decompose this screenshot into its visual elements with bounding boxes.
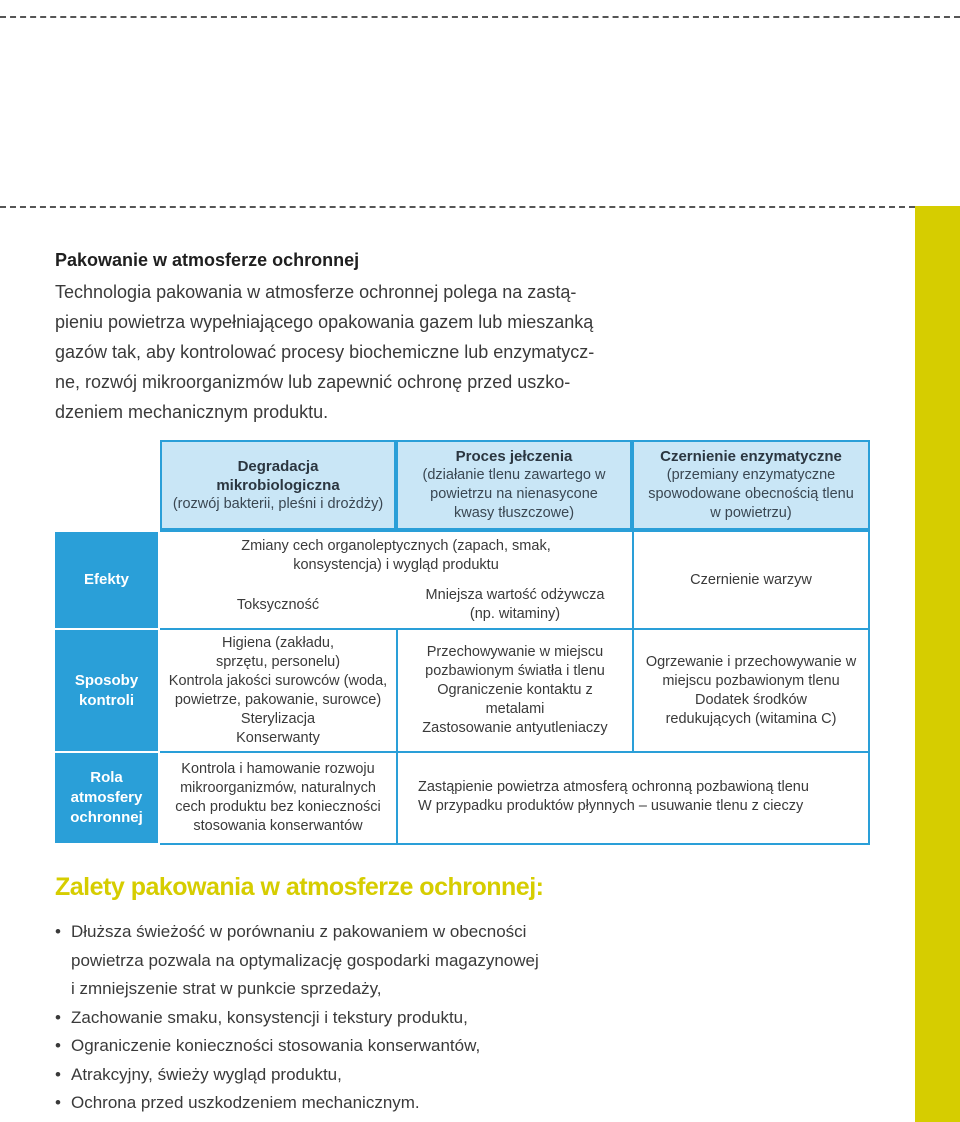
list-item-text: Ograniczenie konieczności stosowania konserwantów, xyxy=(71,1036,481,1055)
role-shared-cell xyxy=(418,778,868,820)
header-microbial-degradation xyxy=(160,440,396,530)
header-subtitle: (przemiany enzymatyczne spowodowane obecnością tlenu w powietrzu) xyxy=(648,467,854,521)
row-label-atmosphere-role xyxy=(55,753,158,843)
section-dashed-divider xyxy=(0,206,915,208)
list-item xyxy=(55,1089,575,1118)
effect-shared-text: Zmiany cech organoleptycznych (zapach, smak, konsystencja) i wygląd produktu xyxy=(241,538,551,573)
advantages-title: Zalety pakowania w atmosferze ochronnej: xyxy=(55,873,544,901)
control-microbial-cell xyxy=(160,630,396,751)
row-label-text: Rola atmosfery ochronnej xyxy=(70,769,143,826)
row-label-text: Sposoby kontroli xyxy=(74,671,139,709)
control-text: Konserwanty xyxy=(236,729,320,746)
intro-line: ne, rozwój mikroorganizmów lub zapewnić ochronę przed uszko- xyxy=(55,372,571,392)
list-item-text: Atrakcyjny, świeży wygląd produktu, xyxy=(71,1064,342,1084)
control-text: Dodatek środków redukujących (witamina C) xyxy=(665,691,837,727)
effect-nutrition-cell xyxy=(398,583,632,627)
section-title: Pakowanie w atmosferze ochronnej xyxy=(55,250,360,270)
intro-line: gazów tak, aby kontrolować procesy biochemiczne lub enzymatycz- xyxy=(55,342,595,362)
control-text: Ograniczenie kontaktu z metalami xyxy=(437,682,593,717)
control-text: Sterylizacja xyxy=(240,710,316,727)
list-item xyxy=(55,1032,575,1061)
bullet-icon: • xyxy=(55,1064,61,1084)
bullet-icon: • xyxy=(55,922,61,941)
header-subtitle: (rozwój bakterii, pleśni i drożdży) xyxy=(172,495,384,512)
header-enzymatic-browning xyxy=(632,440,870,530)
control-rancidity-cell xyxy=(398,630,632,751)
list-item-text: powietrza pozwala na optymalizację gospodarki magazynowej xyxy=(71,950,539,970)
header-rancidity xyxy=(396,440,632,530)
list-item-text: i zmniejszenie strat w punkcie sprzedaży, xyxy=(71,979,382,998)
control-text: Higiena (zakładu, sprzętu, personelu) xyxy=(215,634,341,670)
bullet-icon: • xyxy=(55,1036,61,1055)
control-browning-cell xyxy=(634,630,868,751)
control-text: Zastosowanie antyutleniaczy xyxy=(422,720,608,736)
advantages-list xyxy=(55,918,575,1118)
list-item-text: Ochrona przed uszkodzeniem mechanicznym. xyxy=(71,1093,420,1112)
role-text: Kontrola i hamowanie rozwoju mikroorganizmów, naturalnych cech produktu bez konieczności stosowania konserwantów xyxy=(175,761,381,834)
list-item xyxy=(55,918,575,1004)
list-item xyxy=(55,1004,575,1033)
intro-line: dzeniem mechanicznym produktu. xyxy=(55,402,329,422)
header-subtitle: (działanie tlenu zawartego w powietrzu na nienasycone kwasy tłuszczowe) xyxy=(422,467,606,521)
top-dashed-divider xyxy=(0,16,960,18)
header-title: Proces jełczenia xyxy=(455,448,573,465)
role-text: W przypadku produktów płynnych – usuwanie tlenu z cieczy xyxy=(418,798,804,814)
list-item xyxy=(55,1061,575,1090)
intro-paragraph xyxy=(55,277,595,427)
control-text: Kontrola jakości surowców (woda, powietrze, pakowanie, surowce) xyxy=(168,672,388,708)
header-title: Degradacja mikrobiologiczna xyxy=(216,457,340,494)
effect-toxicity-cell xyxy=(160,583,396,627)
list-item-text: Zachowanie smaku, konsystencji i tekstury produktu, xyxy=(71,1007,468,1027)
control-text: Ogrzewanie i przechowywanie w miejscu pozbawionym tlenu xyxy=(645,653,857,689)
effect-text: Toksyczność xyxy=(236,596,320,613)
header-title: Czernienie enzymatyczne xyxy=(660,448,842,465)
intro-line: Technologia pakowania w atmosferze ochronnej polega na zastą- xyxy=(55,282,577,302)
intro-line: pieniu powietrza wypełniającego opakowania gazem lub mieszanką xyxy=(55,312,594,332)
side-color-bar xyxy=(915,206,960,1122)
row-label-control xyxy=(55,630,158,751)
bullet-icon: • xyxy=(55,1007,61,1027)
bullet-icon: • xyxy=(55,1093,61,1112)
list-item-text: Dłuższa świeżość w porównaniu z pakowaniem w obecności xyxy=(71,922,527,941)
role-text: Zastąpienie powietrza atmosferą ochronną pozbawioną tlenu xyxy=(418,779,809,795)
control-text: Przechowywanie w miejscu pozbawionym światła i tlenu xyxy=(425,644,605,679)
effect-browning-cell xyxy=(634,532,868,628)
row-label-effects: Efekty xyxy=(55,532,158,628)
effect-text: Mniejsza wartość odżywcza (np. witaminy) xyxy=(425,587,605,622)
effect-shared-cell xyxy=(160,532,632,580)
role-microbial-cell xyxy=(160,753,396,843)
effect-text: Czernienie warzyw xyxy=(690,571,812,588)
